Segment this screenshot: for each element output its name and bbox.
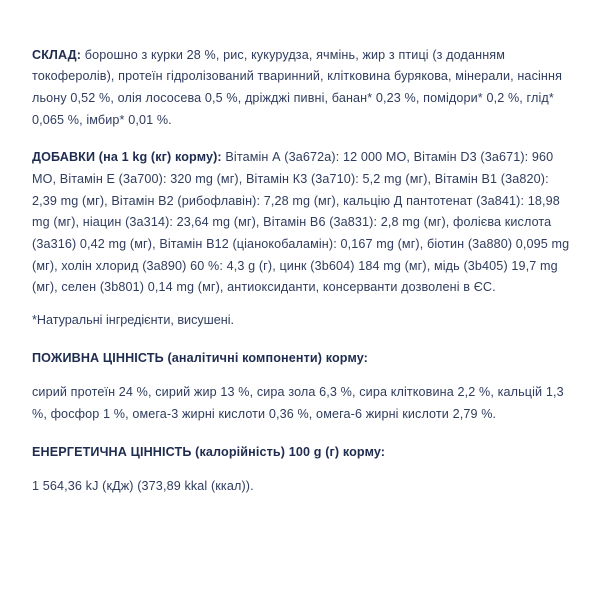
additives-text: Вітамін А (3а672а): 12 000 МО, Вітамін D3 (3а671): 960 МО, Вітамін Е (3а700): 320 mg (мг), Вітамін К3 (3а710): 5,2 mg (мг), Вітамін В1 (3а820): 2,39 mg (мг), Вітамін В2 (рибофлавін): 7,28 mg (мг), кальцію Д пантотенат (3а841): 18,98 mg (мг), ніацин (3а314): 23,64 mg (мг), Вітамін В6 (3а831): 2,8 mg (мг), фолієва кислота (3а316) 0,42 mg (мг), Вітамін В12 (ціанокобаламін): 0,167 mg (мг), біотин (3а880) 0,095 mg (мг), холін хлорид (3а890) 60 %: 4,3 g (г), цинк (3b604) 184 mg (мг), мідь (3b405) 19,7 mg (мг), селен (3b801) 0,14 mg (мг), антиоксиданти, консерванти дозволені в ЄС. <box>32 150 570 295</box>
additives-heading: ДОБАВКИ (на 1 kg (кг) корму): <box>32 150 222 165</box>
additives-block <box>32 147 570 332</box>
energy-value-block <box>32 442 570 498</box>
additives-paragraph <box>32 147 570 299</box>
composition-paragraph <box>32 45 570 132</box>
nutritional-value-text: сирий протеїн 24 %, сирий жир 13 %, сира зола 6,3 %, сира клітковина 2,2 %, кальцій 1,3 %, фосфор 1 %, омега-3 жирні кислоти 0,36 %, омега-6 жирні кислоти 2,79 %. <box>32 385 564 421</box>
composition-block <box>32 45 570 132</box>
energy-value-heading: ЕНЕРГЕТИЧНА ЦІННІСТЬ (калорійність) 100 g (г) корму: <box>32 444 386 459</box>
composition-text: борошно з курки 28 %, рис, кукурудза, ячмінь, жир з птиці (з доданням токоферолів), протеїн гідролізований тваринний, клітковина бурякова, мінерали, насіння льону 0,52 %, олія лососева 0,5 %, дріжджі пивні, банан* 0,23 %, помідори* 0,2 %, глід* 0,065 %, імбир* 0,01 %. <box>32 47 563 127</box>
energy-value-text: 1 564,36 kJ (кДж) (373,89 kkal (ккал)). <box>32 478 254 493</box>
nutritional-value-heading-line <box>32 348 570 370</box>
nutritional-value-heading: ПОЖИВНА ЦІННІСТЬ (аналітичні компоненти) корму: <box>32 351 369 366</box>
composition-heading: СКЛАД: <box>32 47 82 62</box>
additives-footnote: *Натуральні інгредієнти, висушені. <box>32 313 235 328</box>
energy-value-heading-line <box>32 442 570 464</box>
nutritional-value-block <box>32 348 570 426</box>
